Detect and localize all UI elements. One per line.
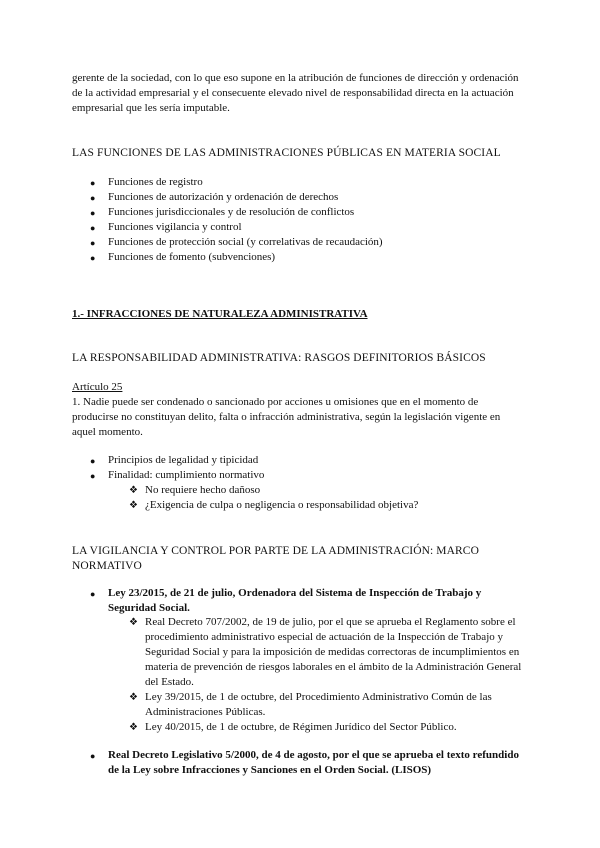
diamond-bullet-icon: ❖ — [129, 500, 138, 511]
sub-law-3-line-1: Ley 40/2015, de 1 de octubre, de Régimen Jurídico del Sector Público. — [145, 721, 457, 733]
law-1-line-2: Seguridad Social. — [108, 602, 190, 614]
sub-law-2-line-2: Administraciones Públicas. — [145, 706, 266, 718]
section-title: 1.- INFRACCIONES DE NATURALEZA ADMINISTRATIVA — [72, 308, 368, 320]
intro-line-1: gerente de la sociedad, con lo que eso supone en la atribución de funciones de dirección y ordenación — [72, 72, 519, 84]
list-item: Finalidad: cumplimiento normativo — [108, 469, 265, 481]
vigilancia-heading-line-2: NORMATIVO — [72, 560, 142, 572]
list-item: Funciones de autorización y ordenación de derechos — [108, 191, 339, 203]
law-2-line-1: Real Decreto Legislativo 5/2000, de 4 de agosto, por el que se aprueba el texto refundido — [108, 749, 519, 761]
bullet-icon: ● — [90, 223, 96, 233]
bullet-icon: ● — [90, 589, 96, 599]
sub-law-1-line-5: del Estado. — [145, 676, 194, 688]
bullet-icon: ● — [90, 178, 96, 188]
diamond-bullet-icon: ❖ — [129, 722, 138, 733]
responsabilidad-heading: LA RESPONSABILIDAD ADMINISTRATIVA: RASGOS DEFINITORIOS BÁSICOS — [72, 352, 486, 364]
list-item: Funciones vigilancia y control — [108, 221, 242, 233]
list-item: Funciones de fomento (subvenciones) — [108, 251, 276, 263]
list-item: Funciones jurisdiccionales y de resolución de conflictos — [108, 206, 355, 218]
article-line-2: producirse no constituyan delito, falta o infracción administrativa, según la legislación vigente en — [72, 411, 501, 423]
bullet-icon: ● — [90, 751, 96, 761]
list-item: Principios de legalidad y tipicidad — [108, 454, 259, 466]
law-2-line-2: de la Ley sobre Infracciones y Sanciones en el Orden Social. (LISOS) — [108, 764, 432, 776]
article-line-3: aquel momento. — [72, 426, 143, 438]
article-line-1: 1. Nadie puede ser condenado o sancionado por acciones u omisiones que en el momento de — [72, 396, 479, 408]
bullet-icon: ● — [90, 253, 96, 263]
intro-line-3: empresarial que les sería imputable. — [72, 102, 230, 114]
article-label: Artículo 25 — [72, 381, 123, 393]
law-1-line-1: Ley 23/2015, de 21 de julio, Ordenadora del Sistema de Inspección de Trabajo y — [108, 587, 482, 599]
bullet-icon: ● — [90, 238, 96, 248]
list-item: ¿Exigencia de culpa o negligencia o responsabilidad objetiva? — [145, 499, 419, 511]
list-item: Funciones de protección social (y correlativas de recaudación) — [108, 236, 383, 248]
diamond-bullet-icon: ❖ — [129, 485, 138, 496]
diamond-bullet-icon: ❖ — [129, 617, 138, 628]
bullet-icon: ● — [90, 456, 96, 466]
bullet-icon: ● — [90, 208, 96, 218]
sub-law-1-line-2: procedimiento administrativo especial de actuación de la Inspección de Trabajo y — [145, 631, 503, 643]
vigilancia-heading-line-1: LA VIGILANCIA Y CONTROL POR PARTE DE LA ADMINISTRACIÓN: MARCO — [72, 545, 479, 557]
bullet-icon: ● — [90, 471, 96, 481]
funciones-heading: LAS FUNCIONES DE LAS ADMINISTRACIONES PÚBLICAS EN MATERIA SOCIAL — [72, 147, 501, 159]
diamond-bullet-icon: ❖ — [129, 692, 138, 703]
sub-law-1-line-3: Seguridad Social y para la imposición de medidas correctoras de incumplimientos en — [145, 646, 520, 658]
bullet-icon: ● — [90, 193, 96, 203]
list-item: Funciones de registro — [108, 176, 203, 188]
sub-law-1-line-1: Real Decreto 707/2002, de 19 de julio, por el que se aprueba el Reglamento sobre el — [145, 616, 516, 628]
intro-line-2: de la actividad empresarial y el consecuente elevado nivel de responsabilidad directa en la actuación — [72, 87, 514, 99]
sub-law-1-line-4: materia de prevención de riesgos laborales en el ámbito de la Administración General — [145, 661, 522, 673]
sub-law-2-line-1: Ley 39/2015, de 1 de octubre, del Procedimiento Administrativo Común de las — [145, 691, 492, 703]
list-item: No requiere hecho dañoso — [145, 484, 261, 496]
